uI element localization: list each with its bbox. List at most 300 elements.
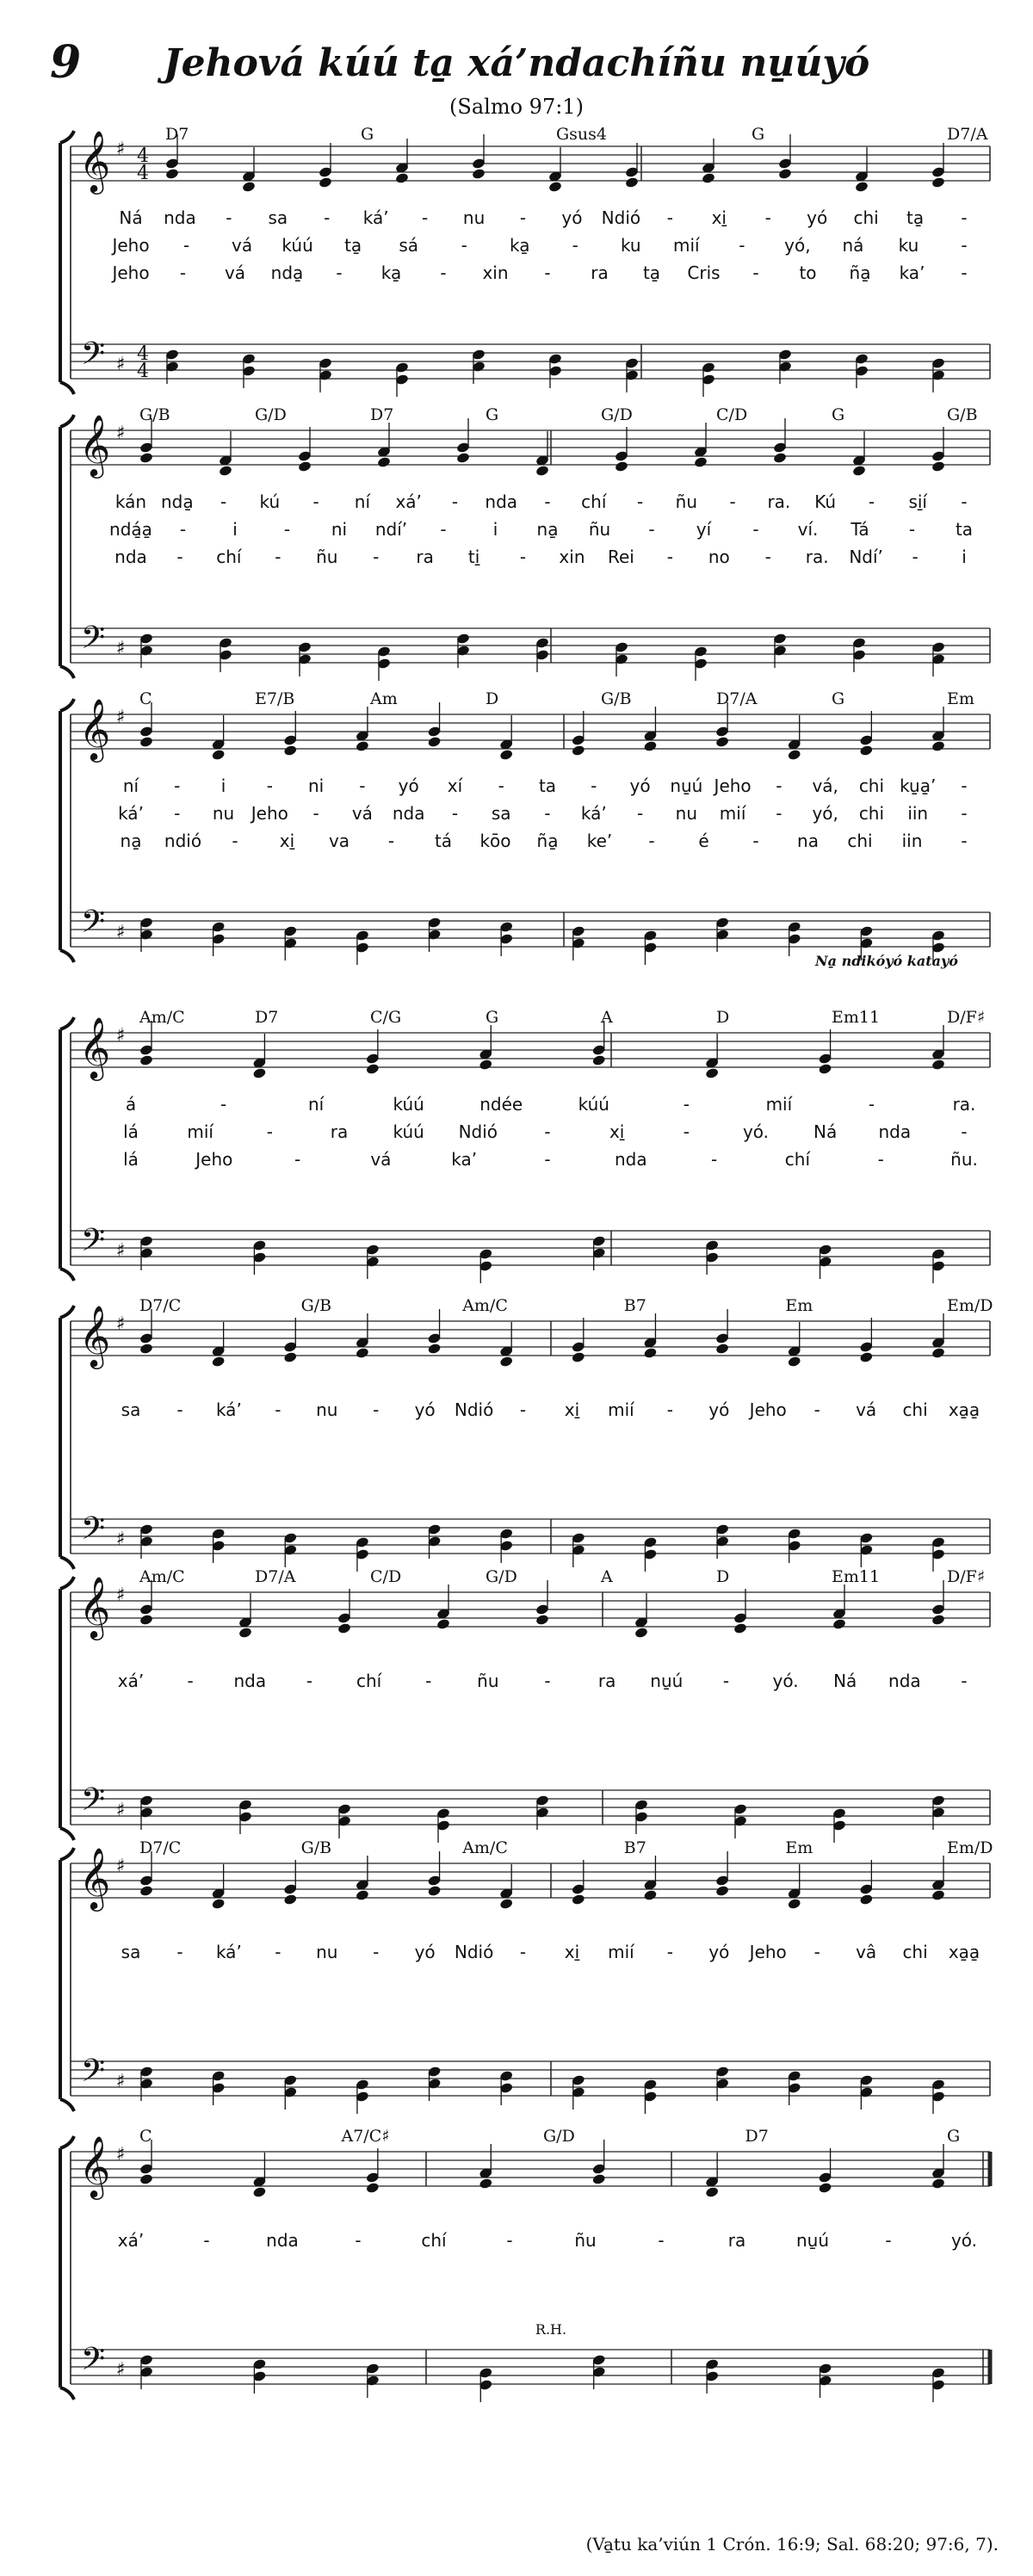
- lyric-hyphen: -: [359, 775, 366, 796]
- lyric-syllable: nu: [675, 803, 698, 824]
- lyric-hyphen: -: [961, 207, 968, 228]
- treble-note: [283, 744, 298, 757]
- lyric-syllable: ní: [307, 1094, 325, 1115]
- treble-note: [787, 1356, 801, 1368]
- chord-symbol: G/B: [300, 1838, 332, 1857]
- lyric-syllable: xi̱: [564, 1399, 580, 1420]
- bass-staff: [71, 912, 990, 947]
- lyric-hyphen: -: [764, 547, 771, 567]
- lyric-syllable: ra: [727, 2230, 746, 2251]
- treble-note: [715, 736, 730, 748]
- treble-note: [715, 1885, 730, 1897]
- lyric-hyphen: -: [776, 803, 782, 824]
- lyric-hyphen: -: [648, 519, 655, 540]
- treble-note: [931, 740, 946, 752]
- treble-clef: 𝄞: [78, 2134, 111, 2197]
- treble-note: [283, 1893, 298, 1906]
- lyric-syllable: nda: [164, 207, 196, 228]
- treble-note: [931, 460, 946, 473]
- lyric-syllable: ña̱: [536, 831, 559, 851]
- lyric-syllable: chi: [902, 1942, 928, 1962]
- lyric-hyphen: -: [425, 1671, 432, 1691]
- lyric-hyphen: -: [912, 547, 919, 567]
- key-sharp: ♯: [115, 1240, 126, 1262]
- chord-symbol: Em/D: [947, 1838, 993, 1857]
- lyric-syllable: chí: [784, 1149, 811, 1170]
- lyric-syllable: sa: [491, 803, 511, 824]
- treble-note: [436, 1618, 451, 1630]
- lyric-hyphen: -: [283, 519, 291, 540]
- lyric-syllable: ka’: [451, 1149, 478, 1170]
- lyric-syllable: kúú: [393, 1121, 424, 1142]
- chord-symbol: G: [361, 125, 374, 144]
- key-sharp: ♯: [115, 1025, 126, 1047]
- lyric-syllable: ku̱a̱’: [900, 775, 937, 796]
- chord-symbol: B7: [623, 1296, 646, 1315]
- hymn-number: 9: [50, 36, 82, 89]
- lyric-hyphen: -: [683, 1094, 690, 1115]
- lyric-syllable: yó: [398, 775, 419, 796]
- bass-staff: [71, 2350, 990, 2384]
- lyric-syllable: Ná: [833, 1671, 857, 1691]
- key-sharp: ♯: [115, 354, 126, 375]
- lyric-syllable: xa̱a̱: [948, 1399, 980, 1420]
- chord-symbol: A: [601, 1567, 613, 1586]
- chord-symbol: D: [486, 689, 499, 708]
- chord-symbol: A7/C♯: [341, 2127, 390, 2146]
- lyric-syllable: Ndió: [601, 207, 641, 228]
- chord-symbol: D7: [165, 125, 189, 144]
- treble-note: [931, 1614, 946, 1626]
- treble-note: [356, 1347, 370, 1359]
- lyric-syllable: mií: [608, 1942, 634, 1962]
- treble-note: [238, 1627, 253, 1639]
- lyric-syllable: nda̱: [270, 263, 304, 283]
- treble-note: [818, 2182, 832, 2194]
- chord-symbol: D: [716, 1008, 730, 1027]
- lyric-syllable: ñu: [477, 1671, 499, 1691]
- bass-clef: 𝄢: [80, 2053, 106, 2097]
- treble-staff: [71, 2152, 990, 2186]
- key-sharp: ♯: [115, 1856, 126, 1877]
- lyric-syllable: nu̱ú: [670, 775, 703, 796]
- key-sharp: ♯: [115, 1529, 126, 1550]
- chord-symbol: G/D: [255, 405, 287, 424]
- lyric-hyphen: -: [961, 831, 968, 851]
- bass-clef: 𝄢: [80, 1222, 106, 1266]
- lyric-hyphen: -: [306, 1671, 313, 1691]
- lyric-syllable: á: [125, 1094, 137, 1115]
- chord-symbol: Em11: [832, 1008, 881, 1027]
- lyric-hyphen: -: [544, 803, 551, 824]
- lyric-syllable: ra: [597, 1671, 616, 1691]
- lyric-syllable: chí: [356, 1671, 382, 1691]
- lyric-syllable: xin: [482, 263, 509, 283]
- time-signature-bottom: 4: [137, 163, 149, 184]
- lyric-syllable: yó: [807, 207, 828, 228]
- time-signature-bottom: 4: [137, 361, 149, 382]
- chord-symbol: D7: [370, 405, 394, 424]
- treble-note: [165, 168, 180, 180]
- lyric-hyphen: -: [422, 207, 429, 228]
- lyric-syllable: xi̱: [711, 207, 727, 228]
- key-sharp: ♯: [115, 1800, 126, 1821]
- lyric-syllable: yó.: [950, 2230, 978, 2251]
- treble-note: [705, 1067, 720, 1079]
- chord-symbol: D7: [745, 2127, 769, 2146]
- lyric-hyphen: -: [710, 1149, 718, 1170]
- lyric-syllable: ñu: [316, 547, 338, 567]
- lyric-hyphen: -: [176, 1942, 183, 1962]
- lyric-hyphen: -: [519, 547, 527, 567]
- chord-symbol: G/B: [601, 689, 632, 708]
- lyric-syllable: ti̱: [467, 547, 480, 567]
- treble-note: [427, 1343, 442, 1355]
- treble-note: [252, 1067, 267, 1079]
- lyric-hyphen: -: [752, 519, 759, 540]
- treble-note: [252, 2186, 267, 2198]
- lyric-syllable: Ndió: [454, 1942, 494, 1962]
- lyric-syllable: yó,: [784, 235, 811, 256]
- lyric-syllable: nda: [392, 803, 425, 824]
- treble-staff: [71, 146, 990, 181]
- lyric-hyphen: -: [961, 775, 968, 796]
- lyric-hyphen: -: [591, 775, 597, 796]
- chord-symbol: D/F♯: [947, 1567, 986, 1586]
- chord-symbol: D7/A: [255, 1567, 296, 1586]
- lyric-syllable: nda: [614, 1149, 647, 1170]
- lyric-syllable: nda: [114, 547, 147, 567]
- lyric-hyphen: -: [324, 207, 331, 228]
- footer-reference: (Va̱tu ka’viún 1 Crón. 16:9; Sal. 68:20; 97:6, 7).: [585, 2534, 999, 2554]
- lyric-hyphen: -: [220, 1094, 227, 1115]
- chord-symbol: C/D: [370, 1567, 402, 1586]
- treble-note: [535, 1614, 550, 1626]
- key-sharp: ♯: [115, 423, 126, 444]
- chord-symbol: Am/C: [139, 1567, 185, 1586]
- bass-clef: 𝄢: [80, 2341, 106, 2385]
- lyric-syllable: ná: [842, 235, 864, 256]
- lyric-syllable: Jeho: [112, 263, 150, 283]
- lyric-syllable: na: [797, 831, 819, 851]
- lyric-hyphen: -: [658, 2230, 665, 2251]
- system-bracket: [60, 2136, 74, 2400]
- lyric-hyphen: -: [648, 831, 655, 851]
- lyric-syllable: ñu: [675, 491, 698, 512]
- lyric-syllable: nu: [316, 1399, 338, 1420]
- chord-symbol: Em/D: [947, 1296, 993, 1315]
- lyric-syllable: mií: [673, 235, 700, 256]
- lyric-syllable: nu: [212, 803, 235, 824]
- lyric-syllable: xi̱: [279, 831, 295, 851]
- treble-note: [818, 1063, 832, 1075]
- bass-clef: 𝄢: [80, 904, 106, 948]
- lyric-hyphen: -: [266, 775, 273, 796]
- lyric-hyphen: -: [729, 491, 736, 512]
- treble-note: [242, 181, 257, 193]
- lyric-hyphen: -: [336, 263, 343, 283]
- lyric-syllable: ka̱: [380, 263, 402, 283]
- lyric-hyphen: -: [266, 1121, 273, 1142]
- lyric-syllable: Ná: [813, 1121, 838, 1142]
- system-bracket: [60, 1306, 74, 1569]
- system-bracket: [60, 1848, 74, 2111]
- lyric-hyphen: -: [961, 1121, 968, 1142]
- right-hand-annotation: R.H.: [535, 2321, 567, 2338]
- key-sharp: ♯: [115, 707, 126, 728]
- lyric-syllable: Ndió: [454, 1399, 494, 1420]
- bass-staff: [71, 1231, 990, 1265]
- treble-note: [572, 1351, 586, 1363]
- lyric-syllable: Jeho: [714, 775, 752, 796]
- lyric-syllable: Jeho: [112, 235, 150, 256]
- lyric-syllable: nda̱: [160, 491, 194, 512]
- lyric-syllable: ra: [330, 1121, 349, 1142]
- chord-symbol: Em: [947, 689, 974, 708]
- time-signature-top: 4: [137, 145, 149, 167]
- treble-note: [931, 1059, 946, 1071]
- lyric-syllable: ndée: [479, 1094, 523, 1115]
- lyric-hyphen: -: [961, 803, 968, 824]
- treble-note: [787, 749, 801, 761]
- bass-clef: 𝄢: [80, 336, 106, 380]
- lyric-syllable: Rei: [607, 547, 634, 567]
- lyric-syllable: ka̱: [509, 235, 530, 256]
- treble-note: [499, 1356, 514, 1368]
- lyric-syllable: yí: [696, 519, 712, 540]
- treble-note: [139, 2173, 154, 2185]
- lyric-hyphen: -: [440, 263, 447, 283]
- treble-note: [615, 460, 629, 473]
- lyric-hyphen: -: [666, 1399, 673, 1420]
- treble-note: [427, 1885, 442, 1897]
- lyric-hyphen: -: [451, 803, 459, 824]
- performance-note: Na̱ ndikóyó katayó: [815, 953, 958, 969]
- lyric-hyphen: -: [294, 1149, 301, 1170]
- lyric-hyphen: -: [312, 803, 319, 824]
- chord-symbol: G/B: [139, 405, 170, 424]
- lyric-syllable: ndá̱a̱: [109, 519, 152, 540]
- lyric-syllable: ta̱: [642, 263, 661, 283]
- lyric-syllable: é: [698, 831, 709, 851]
- lyric-hyphen: -: [908, 519, 916, 540]
- lyric-syllable: ní: [354, 491, 371, 512]
- lyric-syllable: xí: [447, 775, 463, 796]
- treble-note: [548, 181, 563, 193]
- lyric-syllable: na̱: [120, 831, 142, 851]
- lyric-syllable: va: [328, 831, 350, 851]
- treble-note: [283, 1351, 298, 1363]
- lyric-syllable: xá’: [395, 491, 422, 512]
- lyric-syllable: Kú: [814, 491, 837, 512]
- system-bracket: [60, 699, 74, 962]
- treble-note: [625, 176, 640, 188]
- bass-staff: [71, 1790, 990, 1825]
- lyric-hyphen: -: [885, 2230, 892, 2251]
- lyric-syllable: i: [492, 519, 498, 540]
- chord-symbol: Gsus4: [556, 125, 608, 144]
- system-bracket: [60, 415, 74, 678]
- treble-staff: [71, 714, 990, 749]
- lyric-syllable: ta̱: [906, 207, 925, 228]
- lyric-syllable: Jeho: [251, 803, 288, 824]
- lyric-syllable: ta̱: [344, 235, 362, 256]
- lyric-hyphen: -: [461, 235, 467, 256]
- lyric-syllable: Tá: [851, 519, 869, 540]
- chord-symbol: Em: [785, 1296, 813, 1315]
- lyric-hyphen: -: [312, 491, 319, 512]
- treble-note: [773, 452, 788, 464]
- lyric-syllable: ká’: [580, 803, 607, 824]
- lyric-syllable: vá: [856, 1399, 877, 1420]
- lyric-hyphen: -: [544, 1149, 551, 1170]
- bass-clef: 𝄢: [80, 1510, 106, 1554]
- lyric-hyphen: -: [226, 207, 232, 228]
- treble-note: [733, 1622, 748, 1634]
- treble-note: [852, 465, 867, 477]
- treble-note: [211, 1356, 226, 1368]
- lyric-hyphen: -: [176, 547, 183, 567]
- lyric-hyphen: -: [752, 831, 759, 851]
- lyric-hyphen: -: [519, 1399, 527, 1420]
- lyric-syllable: ndí’: [374, 519, 408, 540]
- lyric-hyphen: -: [182, 235, 190, 256]
- lyric-hyphen: -: [544, 263, 551, 283]
- lyric-hyphen: -: [666, 547, 673, 567]
- lyric-hyphen: -: [519, 207, 527, 228]
- treble-clef: 𝄞: [78, 1304, 111, 1367]
- lyric-syllable: ví.: [797, 519, 819, 540]
- chord-symbol: C/D: [716, 405, 748, 424]
- lyric-syllable: vá: [351, 803, 373, 824]
- treble-note: [832, 1618, 847, 1630]
- lyric-hyphen: -: [544, 1671, 551, 1691]
- lyric-hyphen: -: [275, 1942, 281, 1962]
- lyric-syllable: yó,: [812, 803, 838, 824]
- lyric-hyphen: -: [451, 491, 459, 512]
- treble-note: [139, 1614, 154, 1626]
- lyric-syllable: xa̱a̱: [948, 1942, 980, 1962]
- lyric-syllable: xin: [559, 547, 585, 567]
- lyric-hyphen: -: [232, 831, 238, 851]
- lyric-syllable: to: [799, 263, 817, 283]
- lyric-syllable: ra: [591, 263, 609, 283]
- lyric-syllable: kán: [114, 491, 147, 512]
- lyric-hyphen: -: [722, 1671, 730, 1691]
- treble-note: [139, 1885, 154, 1897]
- chord-symbol: B7: [623, 1838, 646, 1857]
- key-sharp: ♯: [115, 2071, 126, 2092]
- lyric-hyphen: -: [203, 2230, 210, 2251]
- lyric-syllable: Ná: [119, 207, 143, 228]
- chord-symbol: D7: [255, 1008, 279, 1027]
- lyric-syllable: no: [708, 547, 730, 567]
- lyric-syllable: mií: [765, 1094, 793, 1115]
- treble-note: [643, 1347, 658, 1359]
- treble-note: [787, 1898, 801, 1910]
- treble-note: [139, 1054, 154, 1066]
- treble-note: [298, 460, 312, 473]
- treble-note: [855, 181, 869, 193]
- chord-symbol: D7/A: [716, 689, 758, 708]
- lyric-syllable: vá: [370, 1149, 392, 1170]
- lyric-syllable: ta: [955, 519, 974, 540]
- lyric-hyphen: -: [636, 491, 644, 512]
- lyric-syllable: chi: [853, 207, 879, 228]
- lyric-syllable: ta: [538, 775, 557, 796]
- treble-note: [139, 736, 154, 748]
- treble-clef: 𝄞: [78, 697, 111, 760]
- lyric-hyphen: -: [179, 263, 187, 283]
- lyric-syllable: Jeho: [749, 1399, 787, 1420]
- lyric-syllable: ku: [898, 235, 919, 256]
- system-bracket: [60, 1577, 74, 1840]
- chord-symbol: G: [832, 689, 845, 708]
- chord-symbol: G: [486, 1008, 499, 1027]
- chord-symbol: Am/C: [462, 1296, 508, 1315]
- treble-note: [931, 1347, 946, 1359]
- lyric-hyphen: -: [544, 1121, 551, 1142]
- lyric-syllable: nda: [233, 1671, 267, 1691]
- lyric-syllable: ni: [331, 519, 348, 540]
- chord-symbol: E7/B: [255, 689, 295, 708]
- bass-staff: [71, 628, 990, 663]
- lyric-syllable: mií: [719, 803, 746, 824]
- lyric-syllable: i: [962, 547, 967, 567]
- lyric-hyphen: -: [373, 1399, 380, 1420]
- treble-note: [591, 1054, 606, 1066]
- treble-note: [859, 1893, 874, 1906]
- lyric-syllable: nu̱ú: [650, 1671, 684, 1691]
- lyric-syllable: nda: [888, 1671, 921, 1691]
- lyric-syllable: sa: [121, 1942, 141, 1962]
- lyric-syllable: kú: [259, 491, 281, 512]
- lyric-syllable: sa: [268, 207, 288, 228]
- lyric-hyphen: -: [544, 491, 551, 512]
- treble-note: [499, 749, 514, 761]
- lyric-hyphen: -: [636, 803, 644, 824]
- chord-symbol: G/D: [543, 2127, 575, 2146]
- lyric-syllable: sá: [399, 235, 419, 256]
- treble-note: [702, 172, 716, 184]
- chord-symbol: G/D: [486, 1567, 517, 1586]
- lyric-hyphen: -: [275, 547, 281, 567]
- key-sharp: ♯: [115, 139, 126, 160]
- lyric-syllable: kōo: [479, 831, 511, 851]
- lyric-syllable: nda: [878, 1121, 912, 1142]
- chord-symbol: D/F♯: [947, 1008, 986, 1027]
- chord-symbol: C: [139, 689, 152, 708]
- lyric-hyphen: -: [666, 1942, 673, 1962]
- lyric-syllable: iin: [901, 831, 923, 851]
- lyric-syllable: lá: [123, 1149, 139, 1170]
- lyric-syllable: chi: [847, 831, 873, 851]
- treble-note: [377, 456, 392, 468]
- lyric-syllable: iin: [907, 803, 929, 824]
- lyric-syllable: chi: [858, 775, 885, 796]
- key-sharp: ♯: [115, 1313, 126, 1335]
- treble-clef: 𝄞: [78, 1846, 111, 1909]
- chord-symbol: Em: [785, 1838, 813, 1857]
- lyric-hyphen: -: [961, 263, 968, 283]
- lyric-hyphen: -: [868, 1094, 875, 1115]
- chord-symbol: G: [832, 405, 845, 424]
- lyric-hyphen: -: [187, 1671, 194, 1691]
- lyric-syllable: yó: [708, 1942, 730, 1962]
- lyric-syllable: nu̱ú: [795, 2230, 830, 2251]
- lyric-hyphen: -: [179, 519, 187, 540]
- lyric-syllable: ra: [416, 547, 434, 567]
